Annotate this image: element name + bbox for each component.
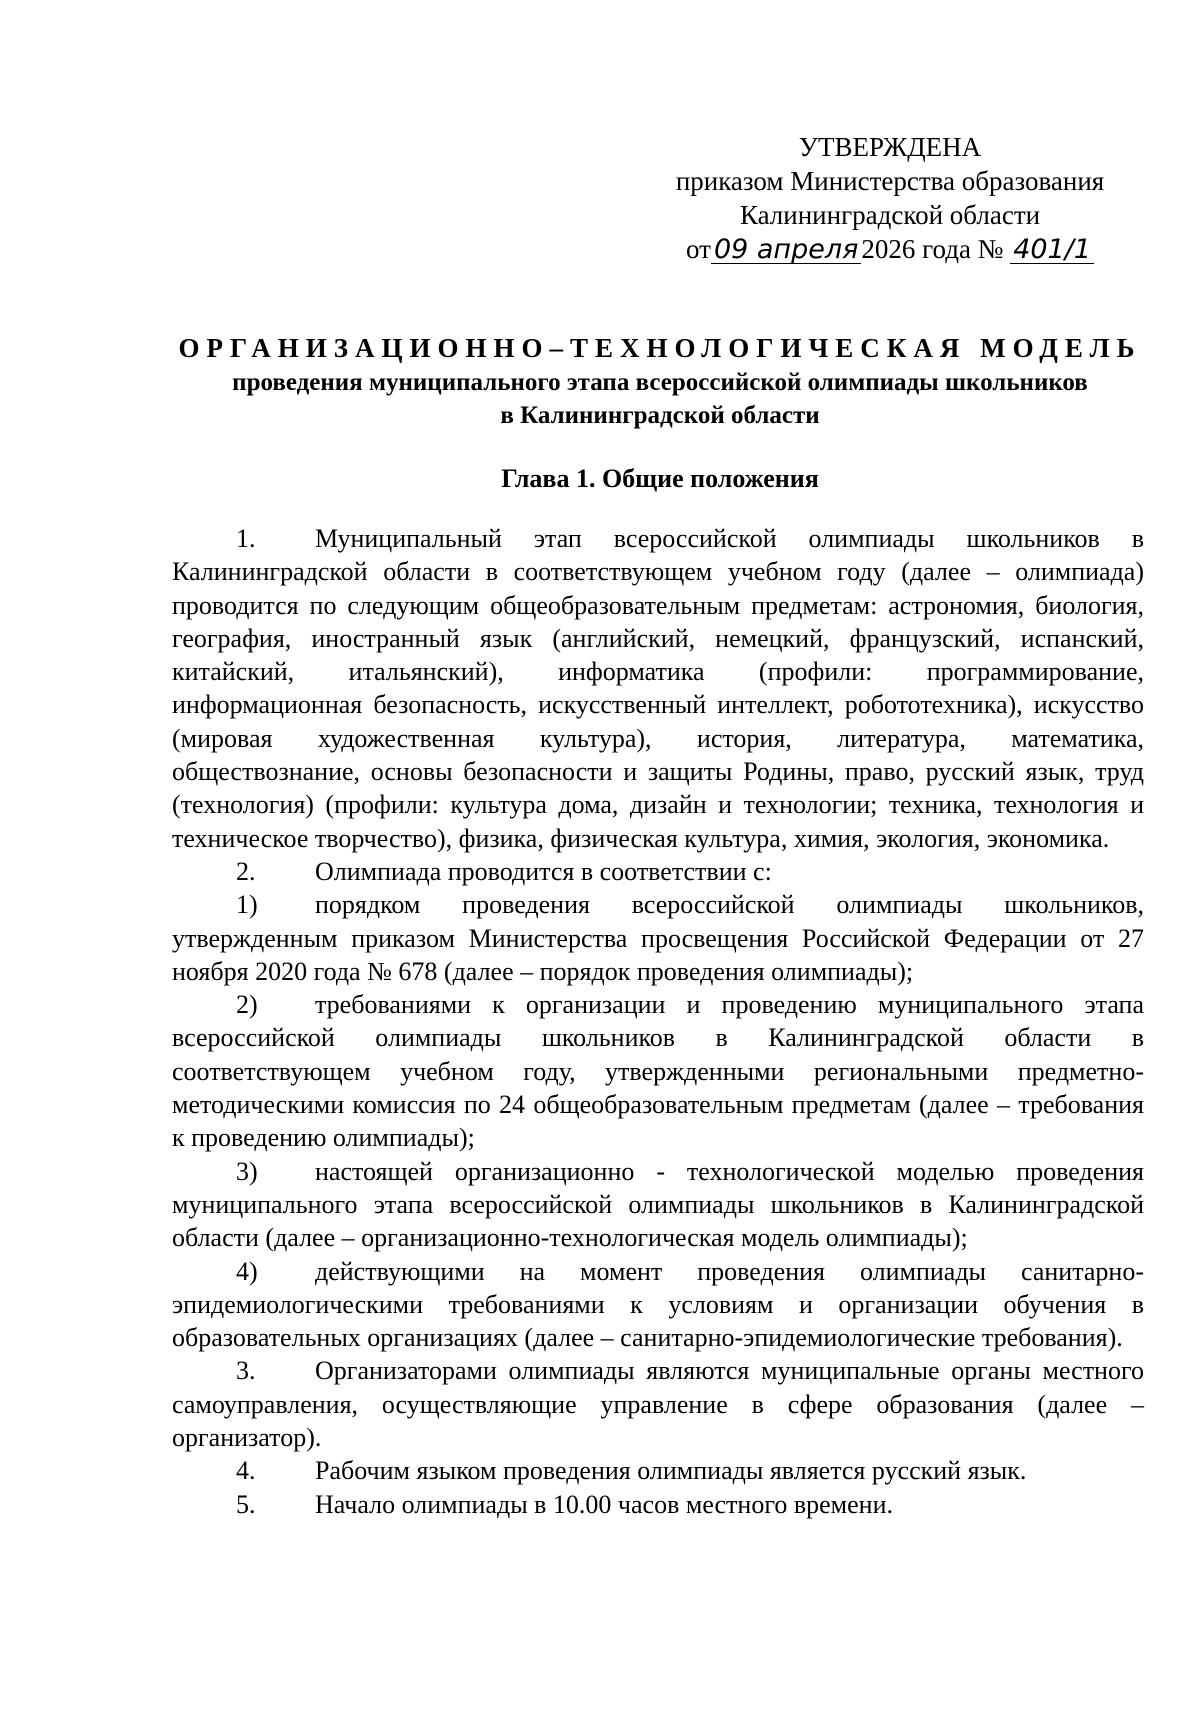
- paragraph-text: действующими на момент проведения олимпиады санитарно-эпидемиологическими требованиями к условиям и организации обучения в образовательных организациях (далее – санитарно-эпидемиологические требования).: [172, 1256, 1144, 1353]
- paragraph: [172, 522, 1144, 855]
- document-title-block: [170, 330, 1150, 432]
- approval-number-handwritten: 401/1: [1010, 237, 1094, 264]
- paragraph: [172, 1354, 1144, 1454]
- chapter-heading: Глава 1. Общие положения: [501, 464, 819, 493]
- paragraph-number: 1): [236, 890, 258, 920]
- paragraph: [172, 1155, 1144, 1255]
- paragraph-number: 4.: [236, 1456, 256, 1486]
- approval-date-line: [640, 232, 1140, 266]
- paragraph-text: порядком проведения всероссийской олимпиады школьников, утвержденным приказом Министерства просвещения Российской Федерации от 27 ноября 2020 года № 678 (далее – порядок проведения олимпиады);: [172, 890, 1144, 986]
- approval-year: 2026 года №: [861, 234, 1004, 264]
- paragraph: [172, 1488, 1144, 1521]
- paragraph: [172, 988, 1144, 1154]
- paragraph: [172, 1454, 1144, 1487]
- paragraph-text: Муниципальный этап всероссийской олимпиады школьников в Калининградской области в соответствующем учебном году (далее – олимпиада) проводится по следующим общеобразовательным предметам: астрономия, биология, география, иностранный язык (английский, немецкий, французский, испанский, китайский, итальянский), информатика (профили: программирование, информационная безопасность, искусственный интеллект, робототехника), искусство (мировая художественная культура), история, литература, математика, обществознание, основы безопасности и защиты Родины, право, русский язык, труд (технология) (профили: культура дома, дизайн и технологии; техника, технология и техническое творчество), физика, физическая культура, химия, экология, экономика.: [172, 524, 1144, 853]
- approval-order-line: приказом Министерства образования: [675, 166, 1105, 196]
- paragraph-text: Рабочим языком проведения олимпиады является русский язык.: [315, 1456, 1027, 1486]
- approval-stamp-block: [640, 130, 1140, 266]
- document-subtitle-2: в Калининградской области: [500, 402, 820, 429]
- paragraph-text: требованиями к организации и проведению муниципального этапа всероссийской олимпиады школьников в Калининградской области в соответствующем учебном году, утвержденными региональными предметно-методическими комиссия по 24 общеобразовательным предметам (далее – требования к проведению олимпиады);: [172, 990, 1144, 1153]
- document-title: ОРГАНИЗАЦИОННО–ТЕХНОЛОГИЧЕСКАЯ МОДЕЛЬ: [178, 333, 1142, 363]
- approval-from: от: [685, 234, 711, 264]
- paragraph-number: 2): [236, 990, 258, 1020]
- approval-date-handwritten: 09 апреля: [711, 237, 861, 264]
- paragraph: [172, 855, 1144, 888]
- paragraph-number: 3): [236, 1156, 258, 1186]
- document-subtitle-1: проведения муниципального этапа всероссийской олимпиады школьников: [232, 369, 1088, 396]
- paragraph-text: Начало олимпиады в 10.00 часов местного времени.: [315, 1489, 893, 1519]
- paragraph-number: 4): [236, 1256, 258, 1286]
- approval-region-line: Калининградской области: [739, 200, 1041, 230]
- paragraph-number: 2.: [236, 856, 256, 886]
- paragraph-text: настоящей организационно - технологической моделью проведения муниципального этапа всероссийской олимпиады школьников в Калининградской области (далее – организационно-технологическая модель олимпиады);: [172, 1156, 1144, 1253]
- approval-status: УТВЕРЖДЕНА: [798, 132, 982, 162]
- paragraph: [172, 1255, 1144, 1355]
- paragraph-number: 3.: [236, 1356, 256, 1386]
- paragraph: [172, 888, 1144, 988]
- paragraph-text: Олимпиада проводится в соответствии с:: [315, 856, 772, 886]
- document-body: [172, 522, 1144, 1521]
- paragraph-number: 5.: [236, 1489, 256, 1519]
- paragraph-number: 1.: [236, 524, 256, 553]
- paragraph-text: Организаторами олимпиады являются муниципальные органы местного самоуправления, осуществляющие управление в сфере образования (далее – организатор).: [172, 1356, 1144, 1453]
